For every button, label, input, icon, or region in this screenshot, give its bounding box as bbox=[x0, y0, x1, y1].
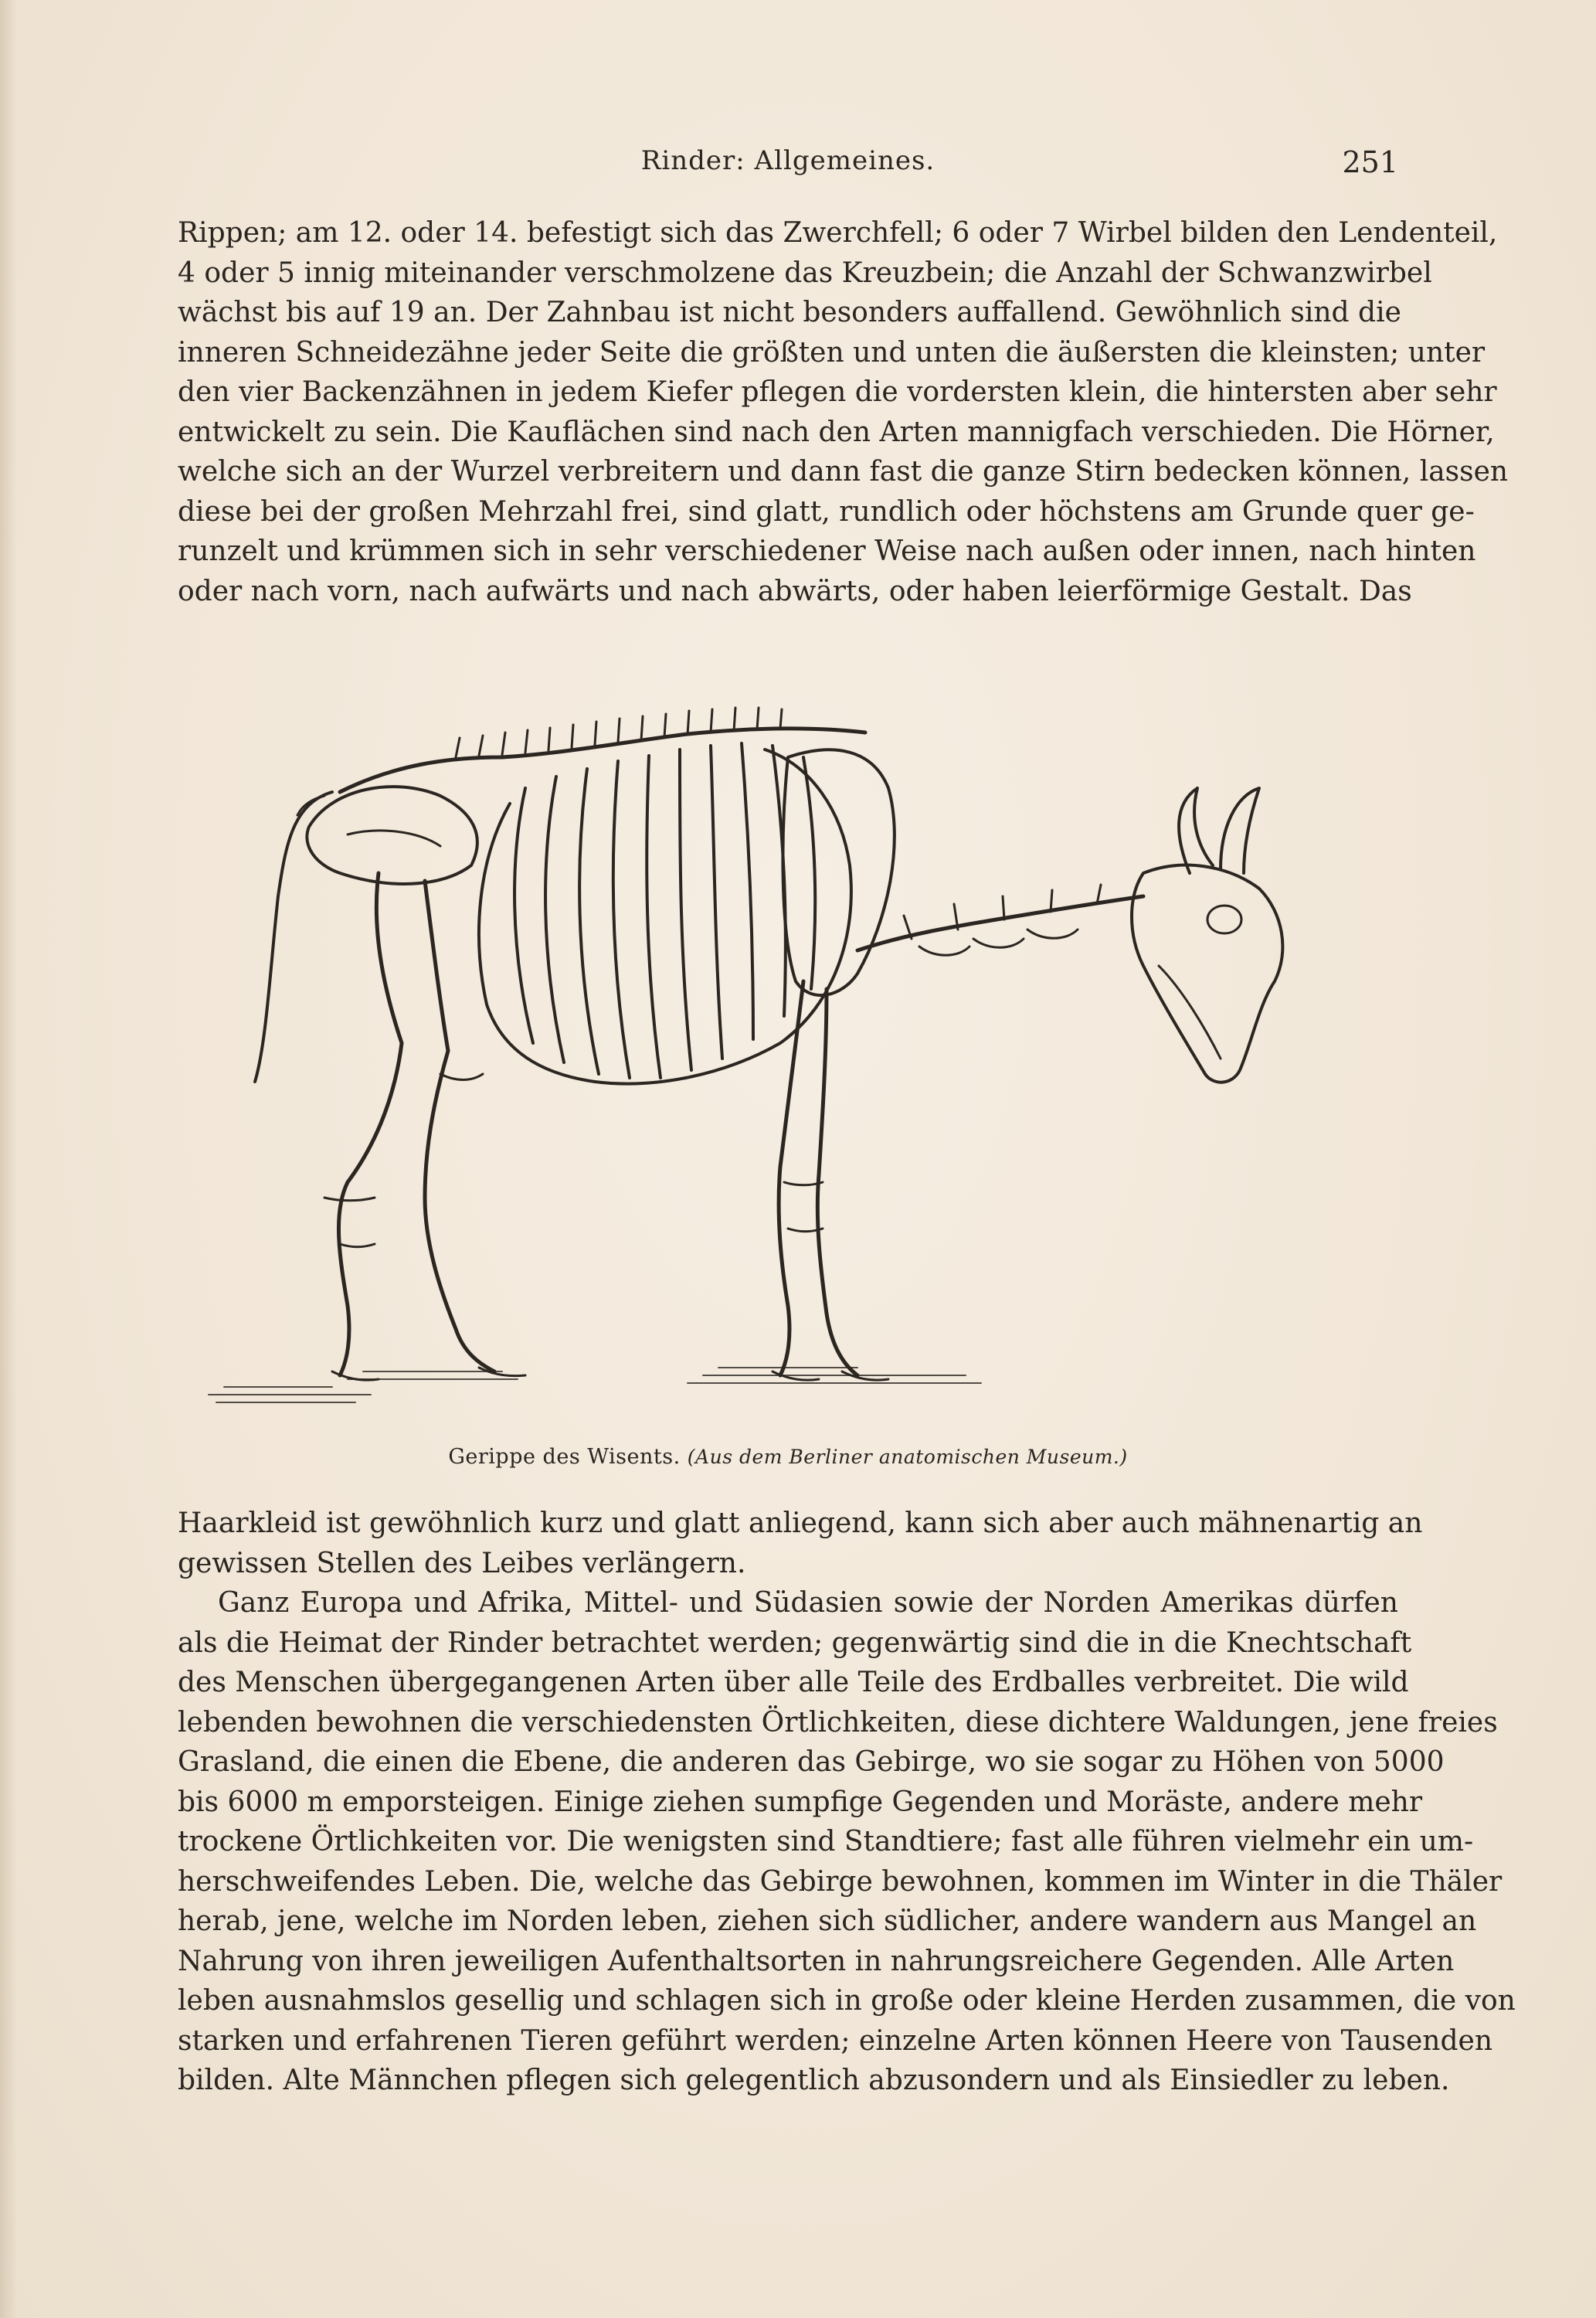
text-line: starken und erfahrenen Tieren geführt werden; einzelne Arten können Heere von Tausenden bbox=[178, 2024, 1493, 2057]
running-head: Rinder: Allgemeines. bbox=[640, 145, 936, 176]
paragraph-top bbox=[178, 213, 1509, 611]
page-number: 251 bbox=[1342, 145, 1398, 179]
text-line: Grasland, die einen die Ebene, die anderen das Gebirge, wo sie sogar zu Höhen von 5000 bbox=[178, 1746, 1445, 1778]
caption-title: Gerippe des Wisents. bbox=[448, 1445, 681, 1469]
text-line: herschweifendes Leben. Die, welche das Gebirge bewohnen, kommen im Winter in die Thäler bbox=[178, 1865, 1503, 1898]
text-line: Haarkleid ist gewöhnlich kurz und glatt anliegend, kann sich aber auch mähnenartig an bbox=[178, 1507, 1423, 1539]
text-line: gewissen Stellen des Leibes verlängern. bbox=[178, 1547, 746, 1579]
text-line: lebenden bewohnen die verschiedensten Örtlichkeiten, diese dichtere Waldungen, jene freies bbox=[178, 1706, 1498, 1738]
text-line: bis 6000 m emporsteigen. Einige ziehen sumpfige Gegenden und Moräste, andere mehr bbox=[178, 1786, 1423, 1818]
text-line: oder nach vorn, nach aufwärts und nach abwärts, oder haben leierförmige Gestalt. Das bbox=[178, 575, 1412, 607]
text-line: entwickelt zu sein. Die Kauflächen sind nach den Arten mannigfach verschieden. Die Hörner, bbox=[178, 416, 1495, 448]
text-line: runzelt und krümmen sich in sehr verschiedener Weise nach außen oder innen, nach hinten bbox=[178, 535, 1476, 567]
caption-source: (Aus dem Berliner anatomischen Museum.) bbox=[687, 1446, 1128, 1468]
text-line: leben ausnahmslos gesellig und schlagen sich in große oder kleine Herden zusammen, die von bbox=[178, 1985, 1516, 2017]
skeleton-drawing bbox=[193, 641, 1398, 1429]
text-line: wächst bis auf 19 an. Der Zahnbau ist nicht besonders auffallend. Gewöhnlich sind die bbox=[178, 297, 1401, 328]
text-line: herab, jene, welche im Norden leben, ziehen sich südlicher, andere wandern aus Mangel an bbox=[178, 1905, 1477, 1937]
text-line: den vier Backenzähnen in jedem Kiefer pflegen die vordersten klein, die hintersten aber sehr bbox=[178, 376, 1497, 408]
text-line: Ganz Europa und Afrika, Mittel- und Südasien sowie der Norden Amerikas dürfen bbox=[218, 1587, 1398, 1619]
bison-skeleton-illustration bbox=[193, 641, 1398, 1429]
text-line: diese bei der großen Mehrzahl frei, sind glatt, rundlich oder höchstens am Grunde quer ge- bbox=[178, 495, 1475, 528]
text-line: 4 oder 5 innig miteinander verschmolzene das Kreuzbein; die Anzahl der Schwanzwirbel bbox=[178, 257, 1432, 289]
figure-caption bbox=[178, 1445, 1398, 1469]
page-header bbox=[178, 145, 1398, 184]
text-line: als die Heimat der Rinder betrachtet werden; gegenwärtig sind die in die Knechtschaft bbox=[178, 1626, 1412, 1659]
paragraph-bottom bbox=[178, 1504, 1516, 2101]
text-line: trockene Örtlichkeiten vor. Die wenigsten sind Standtiere; fast alle führen vielmehr ein um- bbox=[178, 1826, 1474, 1857]
page-edge-shadow bbox=[0, 0, 17, 2318]
text-line: des Menschen übergegangenen Arten über alle Teile des Erdballes verbreitet. Die wild bbox=[178, 1667, 1409, 1698]
text-line: Nahrung von ihren jeweiligen Aufenthaltsorten in nahrungsreichere Gegenden. Alle Arten bbox=[178, 1945, 1455, 1977]
text-line: welche sich an der Wurzel verbreitern und dann fast die ganze Stirn bedecken können, lassen bbox=[178, 456, 1509, 488]
text-line: inneren Schneidezähne jeder Seite die größten und unten die äußersten die kleinsten; unter bbox=[178, 336, 1486, 369]
text-line: bilden. Alte Männchen pflegen sich gelegentlich abzusondern und als Einsiedler zu leben. bbox=[178, 2065, 1450, 2096]
text-line: Rippen; am 12. oder 14. befestigt sich das Zwerchfell; 6 oder 7 Wirbel bilden den Lendenteil, bbox=[178, 217, 1498, 249]
